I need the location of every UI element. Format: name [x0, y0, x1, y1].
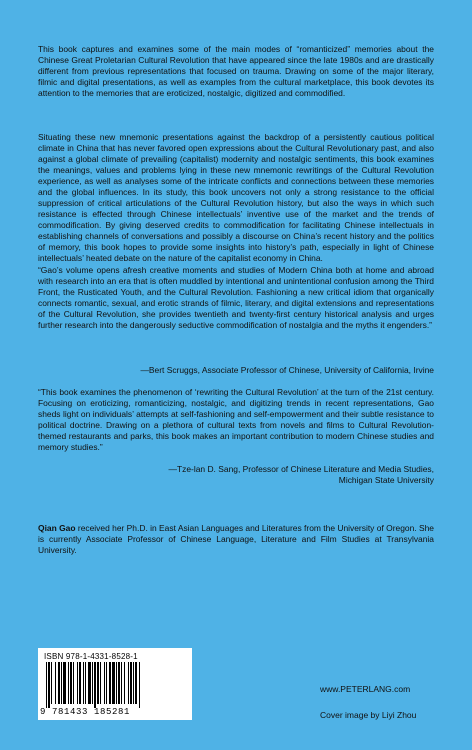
barcode-bar	[94, 662, 96, 708]
blurb-attribution-2-line1: —Tze-lan D. Sang, Professor of Chinese Literature and Media Studies,	[168, 464, 434, 474]
barcode-bar	[70, 662, 72, 704]
barcode-bar	[124, 662, 125, 704]
barcode-bar	[97, 662, 99, 704]
barcode-bar	[55, 662, 56, 704]
barcode-bar	[116, 662, 117, 704]
author-bio-text: received her Ph.D. in East Asian Languages and Literatures from the University of Oregon. She is currently Associate Professor of Chinese Language, Literature and Film Studies at Transylvania University.	[38, 523, 434, 555]
barcode-bar	[85, 662, 86, 704]
barcode-bar	[135, 662, 137, 704]
author-name: Qian Gao	[38, 523, 76, 533]
description-paragraph-2: Situating these new mnemonic presentations against the backdrop of a persistently cautious political climate in China that has never favored open expressions about the Cultural Revolutionary past, and also against a global climate of prevailing (capitalist) modernity and nostalgic sentiments, this book examines the meanings, values and problems lying in these new mnemonic rewritings of the Cultural Revolution experience, as well as analyses some of the intricate conflicts and connections between these memories and the global influences. In its study, this book uncovers not only a strong resistance to the official suppression of critical articulations of the Cultural Revolution history, but also the ways in which such resistance is effected through Chinese intellectuals’ inventive use of the market and the trends of commodification. By giving deserved credits to commodification for facilitating Chinese intellectuals in establishing channels of conversations and possibly a discourse on China’s recent history and the politics of memory, this book hopes to provide some insights into history’s path, especially in light of Chinese intellectuals’ heated debate on the nature of the capitalist economy in China.	[38, 132, 434, 263]
barcode-digits: 9 781433 185281	[40, 707, 131, 717]
barcode-bar	[48, 662, 50, 708]
barcode-bar	[109, 662, 111, 704]
barcode-bar	[128, 662, 129, 704]
barcode-bar	[58, 662, 60, 704]
cover-image-credit: Cover image by Liyi Zhou	[320, 710, 417, 720]
barcode-bar	[112, 662, 115, 704]
description-paragraph-1: This book captures and examines some of the main modes of “romanticized” memories about the Chinese Great Proletarian Cultural Revolution that have appeared since the late 1980s and are drastically different from previous representations that focused on trauma. Drawing on some of the major literary, filmic and digital presentations, as well as examples from the cultural marketplace, this book devotes its attention to the memories that are eroticized, nostalgic, digitized and commodified.	[38, 44, 434, 98]
barcode-bar	[77, 662, 78, 704]
barcode-bar	[83, 662, 84, 704]
barcode-bars	[44, 662, 186, 708]
barcode-bar	[88, 662, 91, 704]
isbn-label: ISBN 978-1-4331-8528-1	[44, 652, 138, 661]
barcode-bar	[118, 662, 120, 704]
barcode-bar	[92, 662, 93, 704]
barcode-bar	[100, 662, 101, 704]
barcode-bar	[130, 662, 132, 704]
author-bio	[38, 523, 434, 556]
barcode-bar	[106, 662, 107, 704]
barcode-bar	[73, 662, 74, 704]
barcode-bar	[63, 662, 66, 704]
barcode-bar	[133, 662, 134, 704]
blurb-quote-2: “This book examines the phenomenon of ‘rewriting the Cultural Revolution’ at the turn of the 21st century. Focusing on eroticizing, romanticizing, nostalgic, and digitizing trends in recent representations, Gao sheds light on individuals’ attempts at self-fashioning and self-empowerment and their subtle resistance to political doctrine. Drawing on a plethora of cultural texts from novels and films to Cultural Revolution-themed restaurants and parks, this book makes an important contribution to modern Chinese studies and memory studies.”	[38, 387, 434, 452]
barcode-bar	[79, 662, 81, 704]
blurb-attribution-2-line2: Michigan State University	[338, 475, 434, 485]
barcode-bar	[121, 662, 122, 704]
barcode-bar	[51, 662, 52, 704]
barcode-bar	[68, 662, 69, 704]
publisher-website[interactable]: www.PETERLANG.com	[320, 684, 411, 694]
barcode-bar	[139, 662, 140, 708]
blurb-quote-1: “Gao’s volume opens afresh creative moments and studies of Modern China both at home and abroad with research into an era that is often muddled by intentional and unintentional confusion among the Third Front, the Rusticated Youth, and the Cultural Revolution. Fashioning a new critical idiom that organically connects romantic, sexual, and erotic strands of filmic, literary, and digital extensions and representations of the Cultural Revolution, she provides twentieth and twenty-first century historical analysis and urges further research into the dangerously seductive commodification of nostalgia and the myths it engenders.”	[38, 265, 434, 330]
barcode-bar	[61, 662, 62, 704]
isbn-barcode	[38, 648, 192, 720]
blurb-attribution-1: —Bert Scruggs, Associate Professor of Chinese, University of California, Irvine	[140, 365, 434, 375]
barcode-bar	[104, 662, 105, 704]
barcode-bar	[46, 662, 47, 708]
